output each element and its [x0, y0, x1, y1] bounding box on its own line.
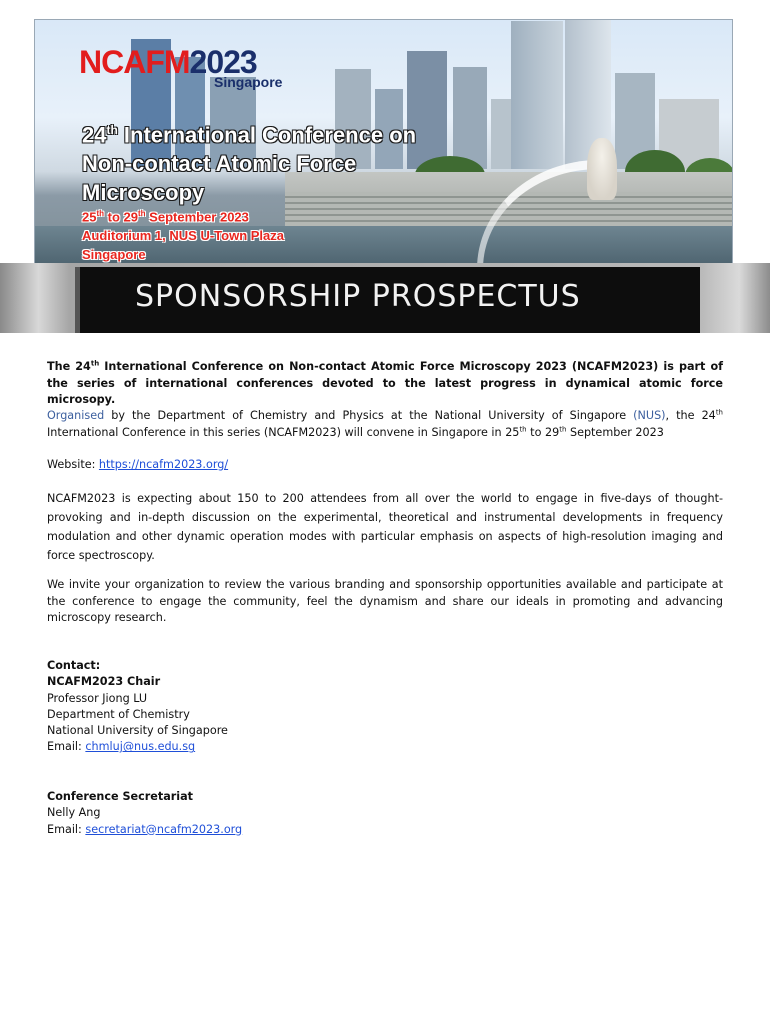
page-title: SPONSORSHIP PROSPECTUS: [135, 279, 581, 314]
contact-email-line: [47, 739, 228, 755]
text-run: , the 24: [665, 409, 716, 422]
text-run: International Conference on Non-contact Atomic Force Microscopy 2023 (NCAFM2023) is part of the series of international conferences devoted to the latest progress in dynamical atomic force microsopy.: [47, 360, 723, 406]
text-run: International Conference in this series (NCAFM2023) will convene in Singapore in 25: [47, 425, 520, 439]
date-end: to 29: [104, 209, 138, 225]
skyline-building: [453, 67, 487, 169]
text-run: Organised: [47, 409, 105, 422]
secretariat-email-line: [47, 822, 242, 838]
title-line-3: Microscopy: [82, 180, 205, 206]
date-start-ordinal: th: [96, 209, 105, 218]
email-label: Email:: [47, 822, 86, 836]
logo-afm: AFM: [123, 44, 190, 80]
conference-banner: [34, 19, 733, 265]
logo-place: Singapore: [214, 74, 283, 90]
title-line-2: Non-contact Atomic Force: [82, 151, 357, 177]
skyline-building: [511, 21, 563, 169]
conference-info: [82, 204, 284, 264]
ordinal: th: [715, 408, 723, 417]
conference-city: Singapore: [82, 247, 146, 263]
intro-paragraph: [47, 359, 723, 409]
contact-email-link[interactable]: chmluj@nus.edu.sg: [85, 740, 196, 754]
text-run: (NUS): [633, 409, 666, 422]
contact-institution: National University of Singapore: [47, 724, 228, 738]
secretariat-block: [47, 789, 242, 838]
conference-title: [82, 116, 416, 207]
text-run: The 24: [47, 360, 91, 373]
conference-dates: [82, 204, 284, 226]
invitation-paragraph: We invite your organization to review the various branding and sponsorship opportunities available and participate at the conference to engage the community, feel the dynamism and share our ideals in promoting and advancing microscopy research.: [47, 578, 723, 624]
contact-heading: Contact:: [47, 659, 101, 672]
title-line-1: [82, 116, 416, 149]
secretariat-email-link[interactable]: secretariat@ncafm2023.org: [85, 822, 243, 836]
secretariat-name: Nelly Ang: [47, 806, 101, 820]
contact-block: [47, 658, 228, 756]
merlion-statue: [587, 138, 617, 200]
header-bar: [75, 267, 700, 333]
text-run: September 2023: [566, 425, 664, 439]
website-label: Website:: [47, 458, 99, 471]
ordinal: th: [519, 424, 527, 433]
date-end-ordinal: th: [138, 209, 146, 218]
title-number: 24: [82, 122, 107, 148]
text-run: to 29: [526, 425, 560, 439]
secretariat-heading: Conference Secretariat: [47, 790, 194, 803]
contact-name: Professor Jiong LU: [47, 691, 148, 705]
contact-role: NCAFM2023 Chair: [47, 675, 161, 689]
contact-department: Department of Chemistry: [47, 707, 190, 721]
email-label: Email:: [47, 740, 86, 754]
logo-year: 2023: [189, 44, 257, 80]
text-run: by the Department of Chemistry and Physics at the National University of Singapore: [104, 409, 634, 422]
organiser-paragraph: [47, 408, 723, 441]
attendance-paragraph: NCAFM2023 is expecting about 150 to 200 attendees from all over the world to engage in five-days of thought-provoking and in-depth discussion on the experimental, theoretical and instrumental developments in frequency modulation and other dynamic operation modes with particular emphasis on aspects of high-resolution imaging and force spectroscopy.: [47, 492, 723, 562]
title-text: International Conference on: [117, 122, 417, 148]
logo-nc: NC: [79, 44, 124, 80]
title-ordinal: th: [106, 123, 118, 137]
date-start: 25: [82, 209, 97, 225]
date-month-year: September 2023: [145, 209, 249, 225]
website-line: [47, 457, 723, 474]
ordinal: th: [559, 424, 567, 433]
website-link[interactable]: https://ncafm2023.org/: [98, 458, 229, 471]
ordinal: th: [90, 359, 100, 368]
conference-venue: Auditorium 1, NUS U-Town Plaza: [82, 228, 284, 244]
